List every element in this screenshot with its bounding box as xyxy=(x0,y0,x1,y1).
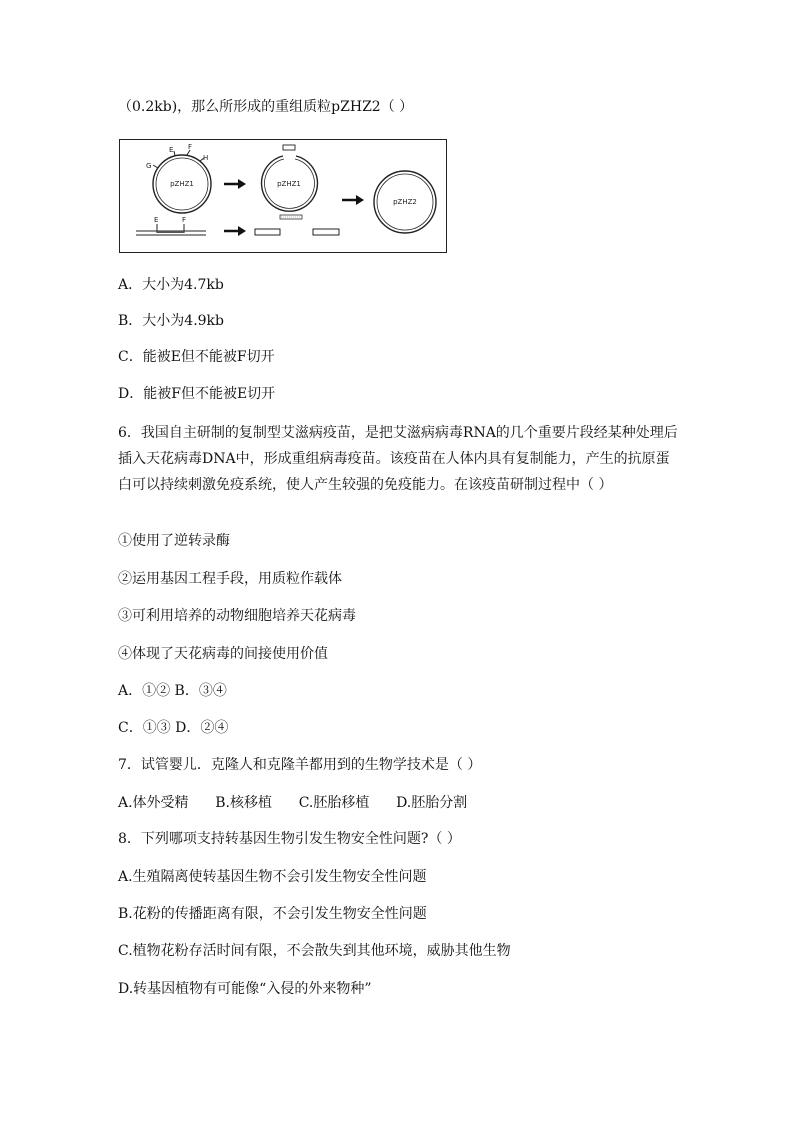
cut-fragments xyxy=(255,215,339,235)
q5-option-d: D．能被F但不能被E切开 xyxy=(118,386,276,402)
plasmid-pzhz1-with-sites xyxy=(146,143,211,213)
bottom-e-label: E xyxy=(154,216,159,224)
q8-option-d: D.转基因植物有可能像“入侵的外来物种” xyxy=(118,981,372,997)
plasmid1-label-b: pZHZ1 xyxy=(277,180,301,188)
plasmid-pzhz2 xyxy=(374,171,436,233)
q6-stem: 6．我国自主研制的复制型艾滋病疫苗，是把艾滋病病毒RNA的几个重要片段经某种处理后插入天花病毒DNA中，形成重组病毒疫苗。该疫苗在人体内具有复制能力，产生的抗原蛋白可以持续刺激免疫系统，使人产生较强的免疫能力。在该疫苗研制过程中（ ） xyxy=(118,425,678,493)
plasmid2-label: pZHZ2 xyxy=(393,198,417,206)
site-g-label: G xyxy=(146,162,152,170)
q6-options-row1: A．①② B．③④ xyxy=(118,683,227,699)
q8-option-a: A.生殖隔离使转基因生物不会引发生物安全性问题 xyxy=(118,869,427,885)
q8-option-b: B.花粉的传播距离有限，不会引发生物安全性问题 xyxy=(118,906,427,922)
q7-options: A.体外受精 B.核移植 C.胚胎移植 D.胚胎分割 xyxy=(118,795,468,811)
arrow-icon xyxy=(224,226,246,236)
q8-option-c: C.植物花粉存活时间有限，不会散失到其他环境，威胁其他生物 xyxy=(118,943,511,959)
bottom-f-label: F xyxy=(182,216,187,224)
plasmid1-label-a: pZHZ1 xyxy=(170,180,194,188)
site-h-label: H xyxy=(203,154,209,162)
q6-item-3: ③可利用培养的动物细胞培养天花病毒 xyxy=(118,608,356,624)
q5-option-c: C．能被E但不能被F切开 xyxy=(118,349,275,365)
linear-dna-fragment xyxy=(136,216,206,235)
q6-options-row2: C．①③ D．②④ xyxy=(118,720,229,736)
site-e-label: E xyxy=(169,146,174,154)
q6-item-1: ①使用了逆转录酶 xyxy=(118,533,230,549)
q5-option-a: A．大小为4.7kb xyxy=(118,277,224,293)
arrow-icon xyxy=(224,179,246,189)
q7-stem: 7．试管婴儿．克隆人和克隆羊都用到的生物学技术是（ ） xyxy=(118,757,482,773)
q5-option-b: B．大小为4.9kb xyxy=(118,313,224,329)
plasmid-pzhz1-opened xyxy=(262,145,318,211)
arrow-icon xyxy=(342,195,364,205)
q8-stem: 8．下列哪项支持转基因生物引发生物安全性问题?（ ） xyxy=(118,831,461,847)
q5-stem-tail: （0.2kb)，那么所形成的重组质粒pZHZ2（ ） xyxy=(118,99,414,115)
q6-item-2: ②运用基因工程手段，用质粒作载体 xyxy=(118,571,342,587)
q6-item-4: ④体现了天花病毒的间接使用价值 xyxy=(118,646,328,662)
plasmid-diagram xyxy=(119,139,447,253)
site-f-label: F xyxy=(188,143,193,151)
